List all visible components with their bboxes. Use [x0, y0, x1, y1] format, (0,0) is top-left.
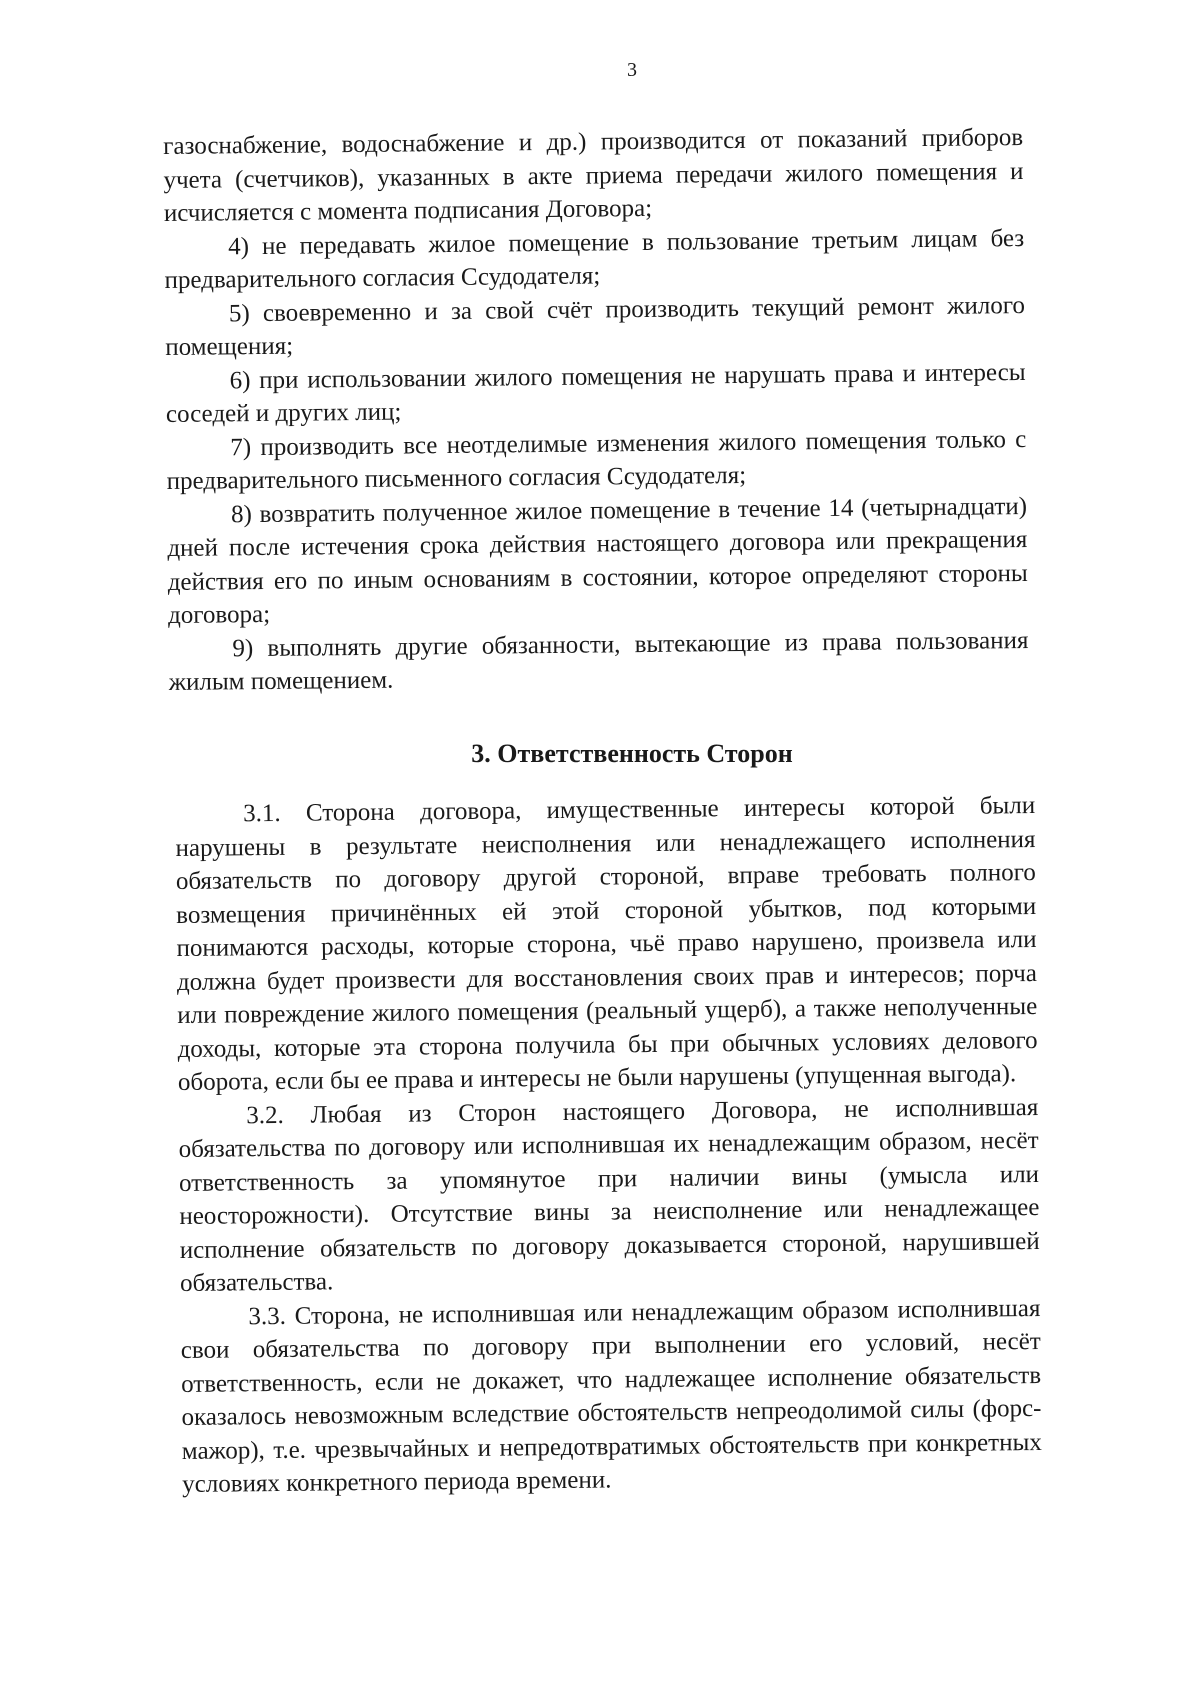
- list-item-4: 4) не передавать жилое помещение в пользование третьим лицам без предварительного согласия Ссудодателя;: [164, 224, 1025, 294]
- list-item-6: 6) при использовании жилого помещения не нарушать права и интересы соседей и других лиц;: [165, 358, 1026, 428]
- obligations-list: [163, 121, 1029, 699]
- list-item-7: 7) производить все неотделимые изменения жилого помещения только с предварительного письменного согласия Ссудодателя;: [166, 425, 1027, 495]
- section-3-body: [175, 789, 1042, 1501]
- list-continuation: газоснабжение, водоснабжение и др.) производится от показаний приборов учета (счетчиков), указанных в акте приема передачи жилого помещения и исчисляется с момента подписания Договора;: [163, 123, 1024, 227]
- clause-3-3: 3.3. Сторона, не исполнившая или ненадлежащим образом исполнившая свои обязательства по договору при выполнении его условий, несёт ответственность, если не докажет, что надлежащее исполнение обязательств оказалось невозможным вследствие обстоятельств непреодолимой силы (форс-мажор), т.е. чрезвычайных и непредотвратимых обстоятельств при конкретных условиях конкретного периода времени.: [180, 1294, 1042, 1498]
- list-item-9: 9) выполнять другие обязанности, вытекающие из права пользования жилым помещением.: [168, 626, 1029, 696]
- list-item-5: 5) своевременно и за свой счёт производить текущий ремонт жилого помещения;: [165, 291, 1026, 361]
- list-item-8: 8) возвратить полученное жилое помещение в течение 14 (четырнадцати) дней после истечения срока действия настоящего договора или прекращения действия его по иным основаниям в состоянии, которое определяют стороны договора;: [167, 492, 1028, 629]
- clause-3-2: 3.2. Любая из Сторон настоящего Договора, не исполнившая обязательства по договору или исполнившая их ненадлежащим образом, несёт ответственность за упомянутое при наличии вины (умысла или неосторожности). Отсутствие вины за неисполнение или ненадлежащее исполнение обязательств по договору доказывается стороной, нарушившей обязательства.: [178, 1093, 1040, 1297]
- clause-3-1: 3.1. Сторона договора, имущественные интересы которой были нарушены в результате неисполнения или ненадлежащего исполнения обязательств по договору другой стороной, вправе требовать полного возмещения причинённых ей этой стороной убытков, под которыми понимаются расходы, которые сторона, чьё право нарушено, произвела или должна будет произвести для восстановления своих прав и интересов; порча или повреждение жилого помещения (реальный ущерб), а также неполученные доходы, которые эта сторона получила бы при обычных условиях делового оборота, если бы ее права и интересы не были нарушены (упущенная выгода).: [175, 791, 1038, 1096]
- page-number: 3: [627, 59, 637, 81]
- section-title: 3. Ответственность Сторон: [471, 739, 793, 768]
